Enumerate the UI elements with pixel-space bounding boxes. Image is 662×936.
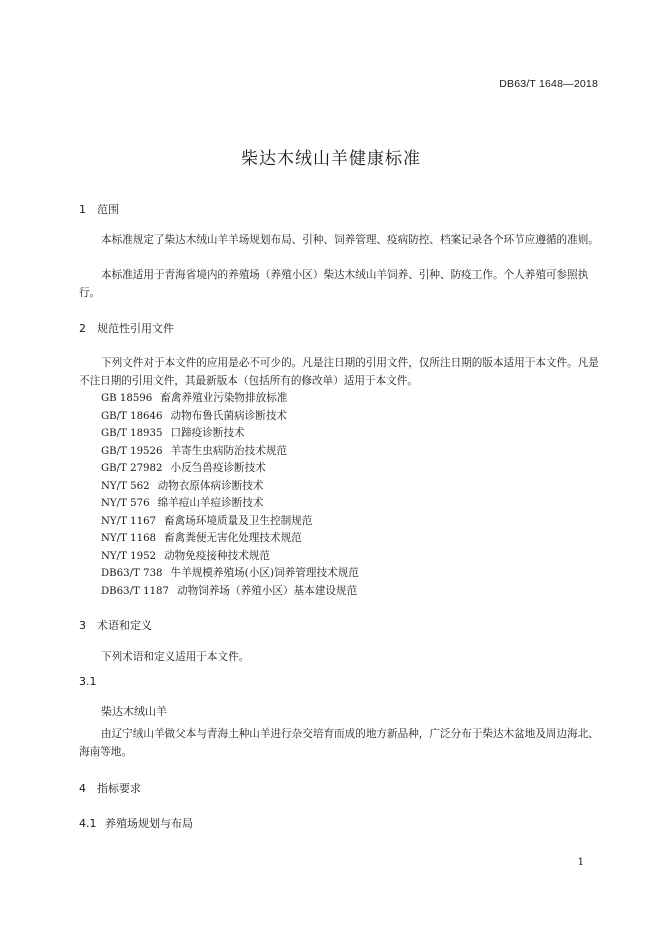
reference-name: 动物免疫接种技术规范 [164, 549, 270, 562]
reference-name: 口蹄疫诊断技术 [170, 427, 245, 439]
reference-item [101, 548, 359, 566]
term-number: 3.1 [79, 675, 97, 688]
reference-code: DB63/T 1187 [101, 585, 170, 597]
document-title: 柴达木绒山羊健康标准 [241, 149, 421, 169]
reference-item [101, 443, 359, 461]
reference-code: NY/T 562 [101, 480, 150, 492]
reference-code: GB 18596 [101, 393, 153, 404]
section-1-heading [79, 201, 119, 217]
term-definition: 由辽宁绒山羊做父本与青海土种山羊进行杂交培育而成的地方新品种，广泛分布于柴达木盆地及周边海北、海南等地。 [79, 728, 599, 758]
section-2-heading [79, 320, 174, 336]
reference-code: NY/T 1168 [101, 533, 157, 544]
section-number: 4 [79, 782, 86, 795]
section-number: 3 [79, 619, 86, 632]
section-title: 指标要求 [97, 782, 141, 795]
reference-name: 畜禽粪便无害化处理技术规范 [164, 532, 302, 544]
reference-name: 牛羊规模养殖场(小区)饲养管理技术规范 [170, 567, 359, 579]
section-4-heading [79, 780, 141, 796]
section-number: 2 [79, 322, 86, 335]
reference-name: 绵羊痘山羊痘诊断技术 [157, 497, 264, 509]
subsection-4-1-heading [79, 815, 193, 831]
standard-code: DB63/T 1648—2018 [499, 78, 598, 90]
reference-item [101, 408, 359, 426]
section-3-heading [79, 617, 152, 633]
reference-name: 畜禽场环境质量及卫生控制规范 [164, 514, 313, 527]
reference-name: 羊寄生虫病防治技术规范 [170, 444, 288, 457]
reference-code: GB/T 18935 [101, 428, 163, 439]
reference-name: 动物饲养场（养殖小区）基本建设规范 [177, 584, 358, 597]
reference-item [101, 478, 359, 496]
reference-code: NY/T 576 [101, 498, 150, 509]
section-1-paragraph-1: 本标准规定了柴达木绒山羊羊场规划布局、引种、饲养管理、疫病防控、档案记录各个环节应遵循的准则。 [101, 234, 599, 246]
section-title: 规范性引用文件 [97, 322, 174, 335]
reference-name: 小反刍兽疫诊断技术 [170, 462, 266, 474]
reference-item [101, 530, 359, 548]
reference-code: GB/T 27982 [101, 463, 163, 474]
reference-name: 畜禽养殖业污染物排放标准 [160, 392, 288, 404]
reference-item [101, 390, 359, 408]
subsection-number: 4.1 [79, 817, 97, 830]
reference-code: NY/T 1167 [101, 515, 157, 527]
term-name: 柴达木绒山羊 [101, 705, 167, 718]
reference-item [101, 495, 359, 513]
section-2-intro: 下列文件对于本文件的应用是必不可少的。凡是注日期的引用文件，仅所注日期的版本适用于本文件。凡是不注日期的引用文件，其最新版本（包括所有的修改单）适用于本文件。 [79, 357, 599, 387]
reference-item [101, 513, 359, 531]
reference-code: NY/T 1952 [101, 550, 157, 562]
subsection-title: 养殖场规划与布局 [105, 817, 193, 830]
reference-name: 动物衣原体病诊断技术 [157, 479, 264, 492]
section-1-paragraph-2: 本标准适用于青海省境内的养殖场（养殖小区）柴达木绒山羊饲养、引种、防疫工作。个人养殖可参照执行。 [79, 269, 589, 299]
reference-name: 动物布鲁氏菌病诊断技术 [170, 409, 288, 422]
reference-item [101, 565, 359, 583]
section-title: 术语和定义 [97, 619, 152, 632]
reference-code: GB/T 19526 [101, 445, 163, 457]
reference-code: GB/T 18646 [101, 410, 163, 422]
reference-item [101, 460, 359, 478]
normative-references-list [101, 390, 359, 600]
section-title: 范围 [97, 203, 119, 216]
section-number: 1 [79, 203, 86, 216]
reference-item [101, 583, 359, 601]
reference-code: DB63/T 738 [101, 568, 163, 579]
page-number: 1 [577, 857, 584, 868]
section-3-intro: 下列术语和定义适用于本文件。 [101, 651, 250, 663]
reference-item [101, 425, 359, 443]
